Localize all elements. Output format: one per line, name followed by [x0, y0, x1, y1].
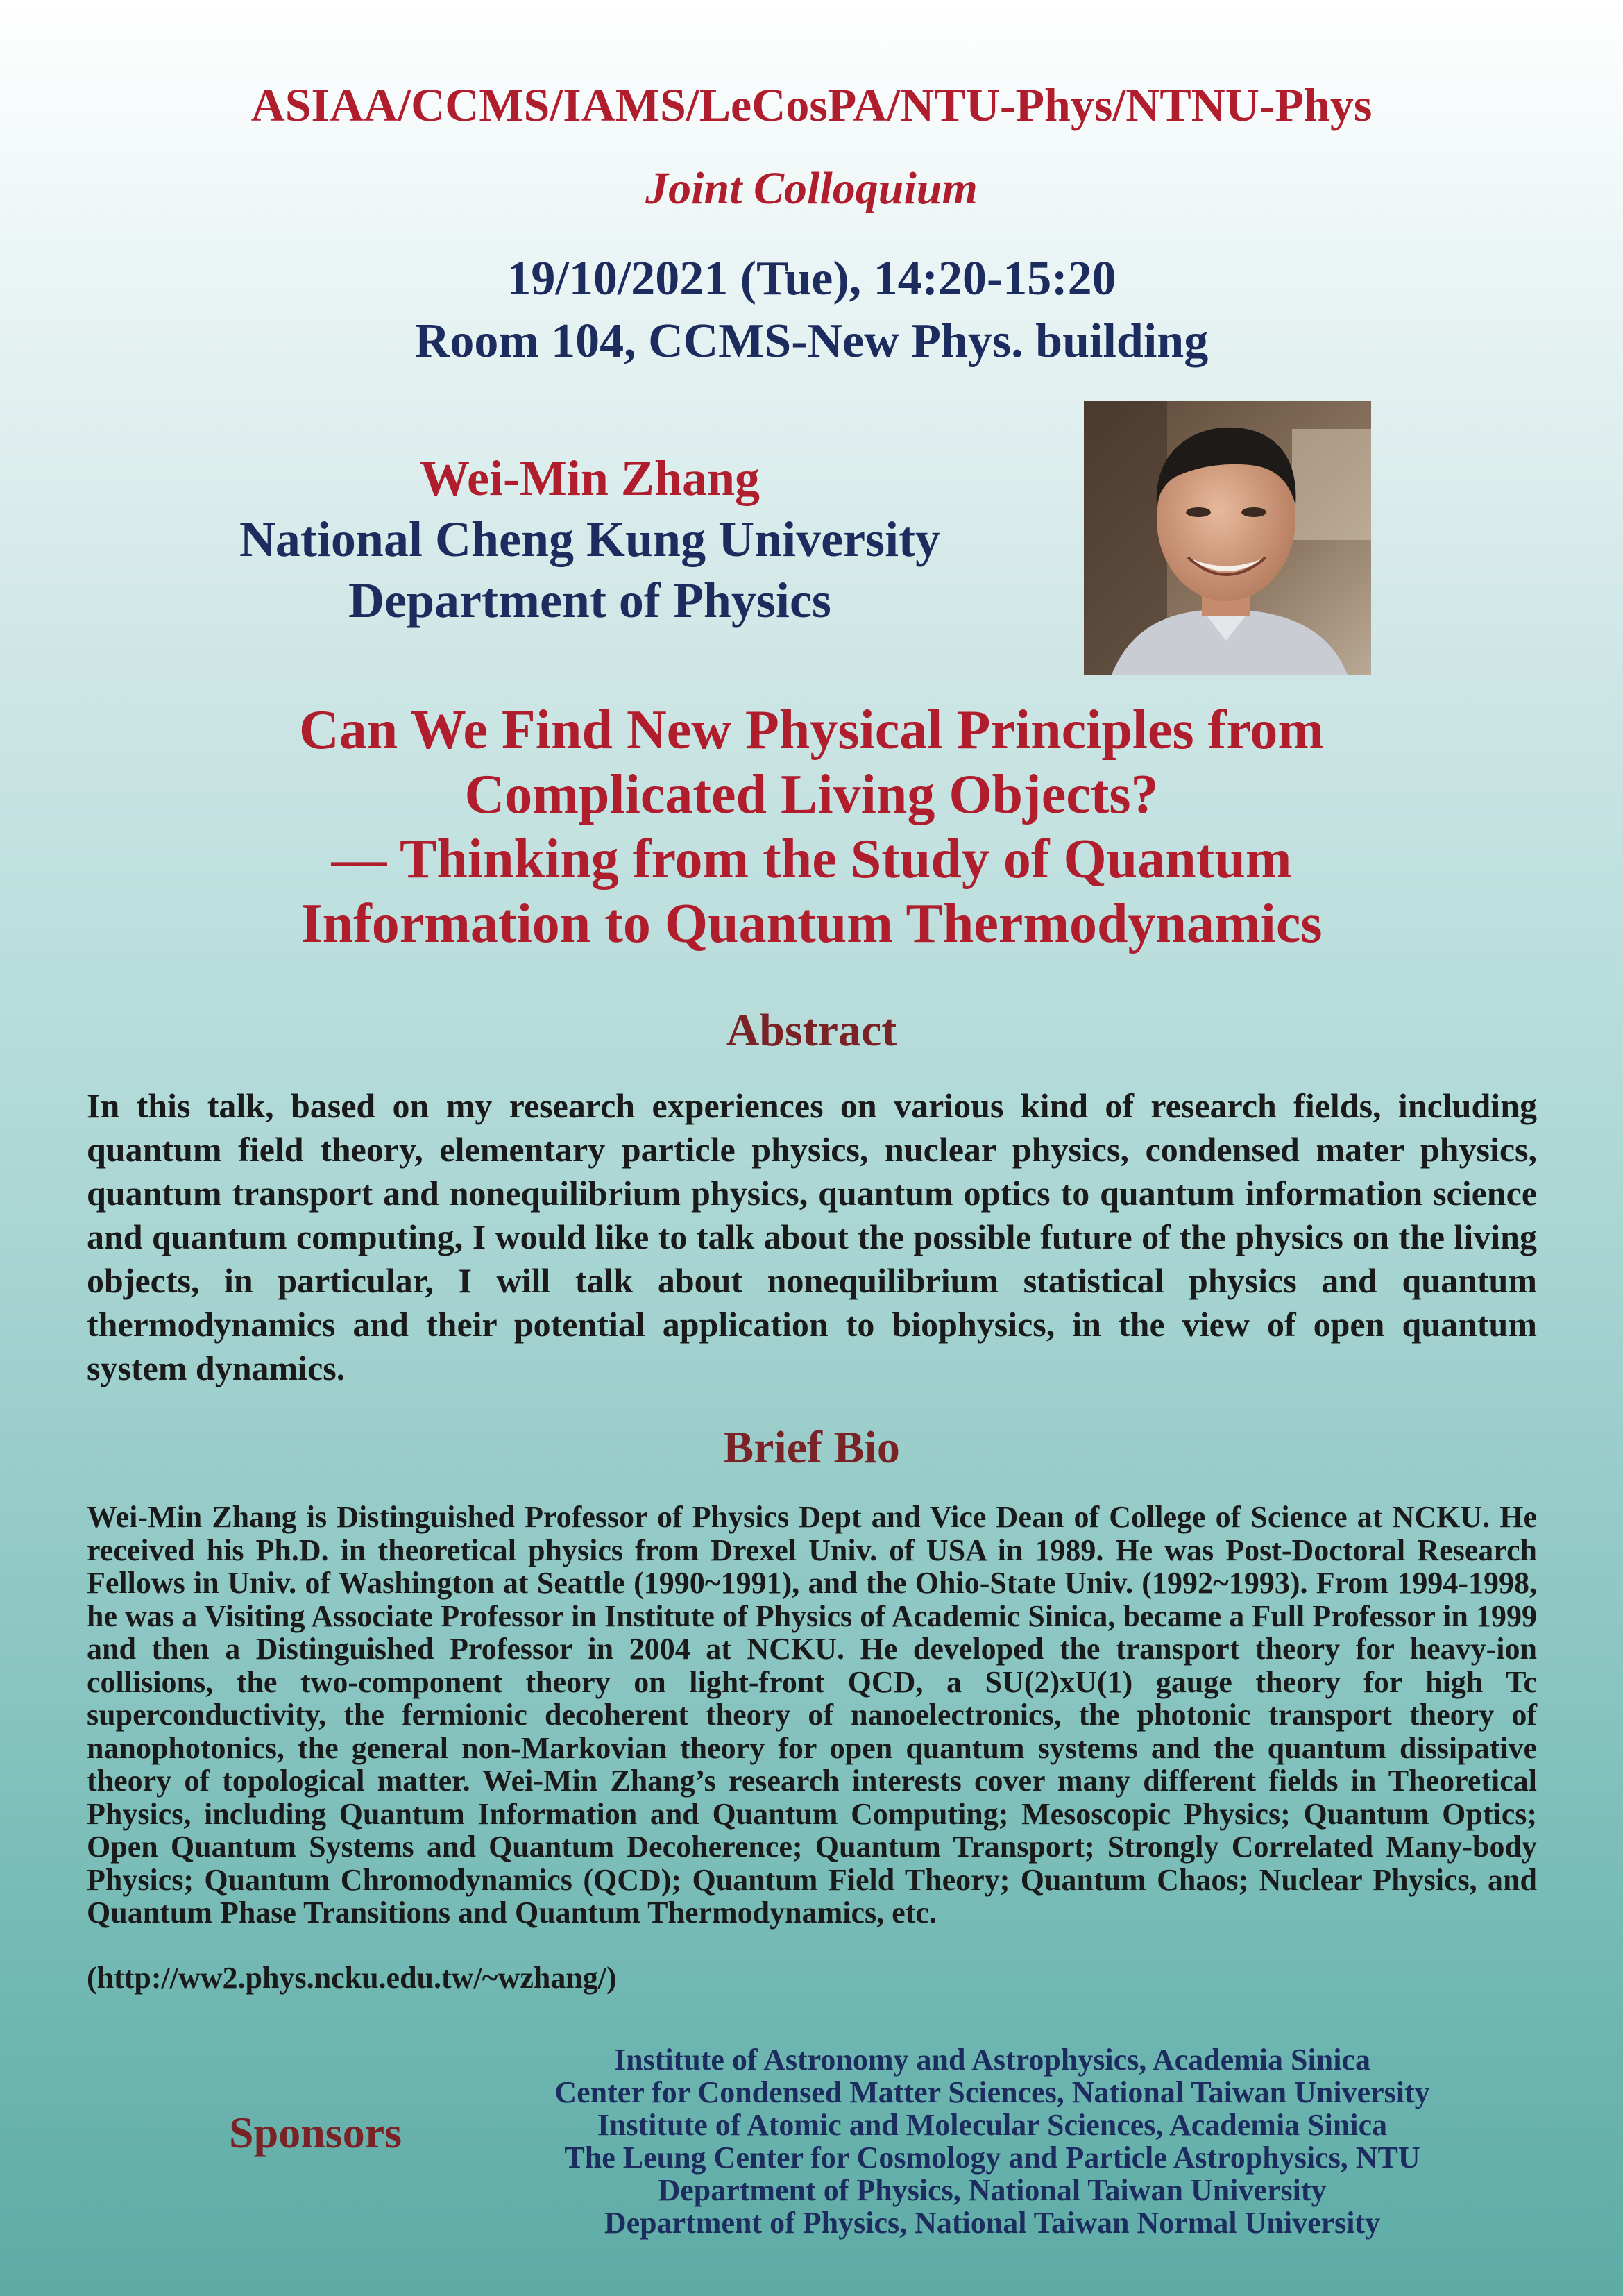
sponsor-item: Center for Condensed Matter Sciences, National Taiwan University — [554, 2075, 1430, 2109]
talk-title-line: Complicated Living Objects? — [464, 764, 1159, 825]
organizations-line: ASIAA/CCMS/IAMS/LeCosPA/NTU-Phys/NTNU-Phys — [250, 78, 1373, 131]
bio-text: Wei-Min Zhang is Distinguished Professor of Physics Dept and Vice Dean of College of Science at NCKU. He received his Ph.D. in theoretical physics from Drexel Univ. of USA in 1989. He was Post-Doctoral Research Fellows in Univ. of Washington at Seattle (1990~1991), and the Ohio-State Univ. (1992~1993). From 1994-1998, he was a Visiting Associate Professor in Institute of Physics of Academic Sinica, became a Full Professor in 1999 and then a Distinguished Professor in 2004 at NCKU. He developed the transport theory for heavy-ion collisions, the two-component theory on light-front QCD, a SU(2)xU(1) gauge theory for high Tc superconductivity, the fermionic decoherent theory of nanoelectronics, the photonic transport theory of nanophotonics, the general non-Markovian theory for open quantum systems and the quantum dissipative theory of topological matter. Wei-Min Zhang’s research interests cover many different fields in Theoretical Physics, including Quantum Information and Quantum Computing; Mesoscopic Physics; Quantum Optics; Open Quantum Systems and Quantum Decoherence; Quantum Transport; Strongly Correlated Many-body Physics; Quantum Chromodynamics (QCD); Quantum Field Theory; Quantum Chaos; Nuclear Physics, and Quantum Phase Transitions and Quantum Thermodynamics, etc. — [87, 1500, 1537, 1930]
sponsor-item: Institute of Atomic and Molecular Sciences, Academia Sinica — [597, 2108, 1388, 2142]
sponsors-label: Sponsors — [229, 2108, 402, 2157]
speaker-block — [97, 448, 1082, 631]
speaker-affiliation: National Cheng Kung University — [239, 512, 941, 567]
talk-title-line: Information to Quantum Thermodynamics — [300, 893, 1323, 954]
event-location: Room 104, CCMS-New Phys. building — [414, 314, 1209, 368]
bio-url: (http://ww2.phys.ncku.edu.tw/~wzhang/) — [87, 1961, 617, 1995]
sponsor-item: Department of Physics, National Taiwan University — [658, 2173, 1327, 2207]
talk-title — [0, 698, 1623, 956]
event-type: Joint Colloquium — [645, 163, 978, 214]
talk-title-line: Can We Find New Physical Principles from — [298, 700, 1325, 761]
abstract-text: In this talk, based on my research experiences on various kind of research fields, including quantum field theory, elementary particle physics, nuclear physics, condensed mater physics, quantum transport and nonequilibrium physics, quantum optics to quantum information science and quantum computing, I would like to talk about the possible future of the physics on the living objects, in particular, I will talk about nonequilibrium statistical physics and quantum thermodynamics and their potential application to biophysics, in the view of open quantum system dynamics. — [87, 1086, 1537, 1387]
bio-heading: Brief Bio — [723, 1422, 900, 1473]
talk-title-line: — Thinking from the Study of Quantum — [331, 829, 1292, 890]
sponsor-item: Institute of Astronomy and Astrophysics, Academia Sinica — [614, 2043, 1370, 2077]
speaker-photo — [1084, 401, 1371, 675]
sponsor-item: The Leung Center for Cosmology and Particle Astrophysics, NTU — [564, 2141, 1420, 2175]
event-datetime: 19/10/2021 (Tue), 14:20-15:20 — [507, 252, 1116, 305]
abstract-heading: Abstract — [726, 1005, 897, 1056]
sponsor-item: Department of Physics, National Taiwan Normal University — [604, 2206, 1381, 2240]
speaker-name: Wei-Min Zhang — [419, 450, 760, 506]
sponsor-list — [500, 2043, 1485, 2239]
speaker-department: Department of Physics — [348, 573, 831, 628]
